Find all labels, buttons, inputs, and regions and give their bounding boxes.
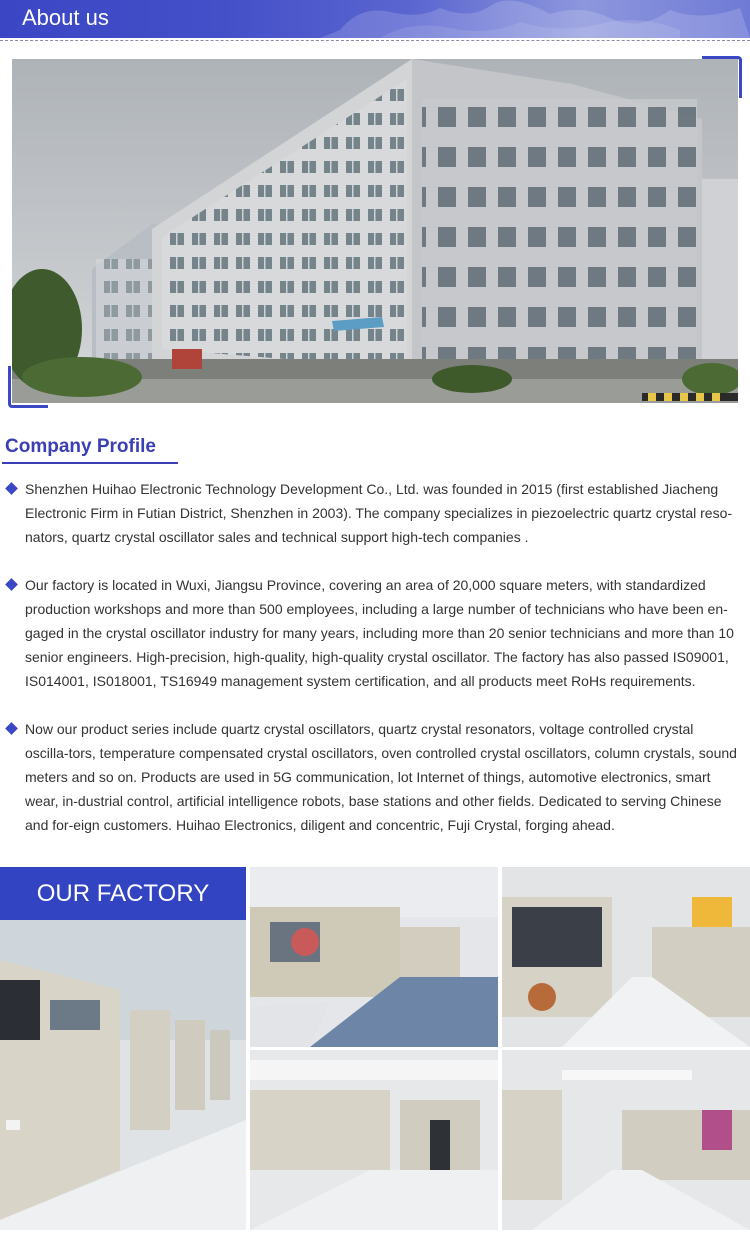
company-profile-heading: Company Profile — [5, 436, 156, 457]
about-us-banner — [0, 0, 750, 38]
factory-photo — [502, 867, 750, 1047]
heading-underline — [2, 462, 178, 464]
profile-paragraph — [7, 573, 739, 693]
factory-photo — [502, 1050, 750, 1230]
profile-paragraph — [7, 477, 739, 549]
building-photo-frame — [8, 56, 742, 408]
header-divider — [0, 40, 750, 41]
paragraph-text: Shenzhen Huihao Electronic Technology Development Co., Ltd. was founded in 2015 (first established Jiacheng Electronic Firm in Futian District, Shenzhen in 2003). The company specializes in piezoelectric quartz crystal reso-nators, quartz crystal oscillator sales and technical support high-tech companies . — [25, 481, 733, 545]
company-building-photo — [12, 59, 738, 403]
paragraph-text: Now our product series include quartz crystal oscillators, quartz crystal resonators, voltage controlled crystal oscilla-tors, temperature compensated crystal oscillators, oven controlled crystal oscillators, column crystals, sound meters and so on. Products are used in 5G communication, lot Internet of things, automotive electronics, smart wear, in-dustrial control, artificial intelligence robots, base stations and other fields. Dedicated to serving Chinese and for-eign customers. Huihao Electronics, diligent and concentric, Fuji Crystal, forging ahead. — [25, 721, 737, 833]
factory-photo — [250, 867, 498, 1047]
paragraph-text: Our factory is located in Wuxi, Jiangsu Province, covering an area of 20,000 square meters, with standardized production workshops and more than 500 employees, including a large number of technicians who have been en-gaged in the crystal oscillator industry for many years, including more than 20 senior technicians and more than 10 senior engineers. High-precision, high-quality, high-quality crystal oscillator. The factory has also passed IS09001, IS014001, IS018001, TS16949 management system certification, and all products meet RoHs requirements. — [25, 577, 734, 689]
page-title: About us — [22, 5, 109, 30]
world-map-decoration — [320, 0, 750, 38]
our-factory-label: OUR FACTORY — [0, 867, 246, 920]
profile-paragraph — [7, 717, 739, 837]
factory-photo-main — [0, 920, 246, 1230]
factory-photo — [250, 1050, 498, 1230]
